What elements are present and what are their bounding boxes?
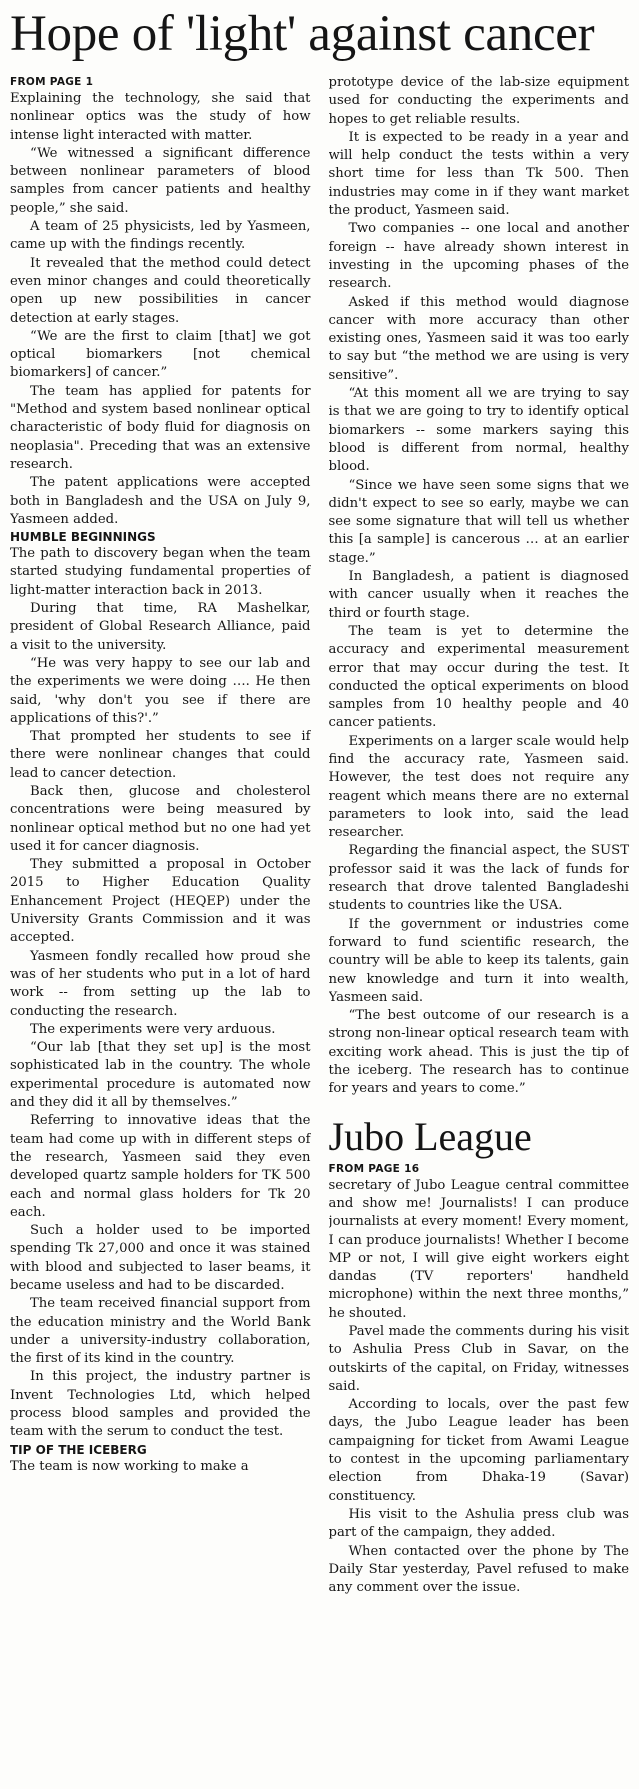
- paragraph: That prompted her students to see if there were nonlinear changes that could lead to cancer detection.: [10, 729, 311, 781]
- paragraph: “Since we have seen some signs that we didn't expect to see so early, maybe we can see some signature that will tell us whether this [a sample] is cancerous … at an earlier stage.”: [328, 477, 629, 566]
- paragraph: A team of 25 physicists, led by Yasmeen, came up with the findings recently.: [10, 219, 311, 253]
- paragraph: The team has applied for patents for "Method and system based nonlinear optical characteristic of body fluid for diagnosis on neoplasia". Preceding that was an extensive research.: [10, 383, 311, 472]
- subhead-humble-beginnings: HUMBLE BEGINNINGS: [10, 530, 156, 545]
- paragraph: Experiments on a larger scale would help find the accuracy rate, Yasmeen said. However, the test does not require any reagent which means there are no external parameters to look into, said the lead researcher.: [328, 733, 629, 841]
- paragraph: If the government or industries come forward to fund scientific research, the country will be able to keep its talents, gain new knowledge and turn it into wealth, Yasmeen said.: [328, 916, 629, 1005]
- paragraph: Regarding the financial aspect, the SUST professor said it was the lack of funds for research that drove talented Bangladeshi students to countries like the USA.: [328, 843, 629, 914]
- subhead-tip-of-the-iceberg: TIP OF THE ICEBERG: [10, 1442, 147, 1457]
- paragraph: “We witnessed a significant difference between nonlinear parameters of blood samples from cancer patients and healthy people,” she said.: [10, 145, 311, 216]
- paragraph: “He was very happy to see our lab and the experiments we were doing …. He then said, 'why don't you see if there are applications of this?'.”: [10, 655, 311, 726]
- paragraph: They submitted a proposal in October 2015 to Higher Education Quality Enhancement Project (HEQEP) under the University Grants Commission and it was accepted.: [10, 857, 311, 946]
- article-columns: [10, 74, 629, 1789]
- paragraph: Pavel made the comments during his visit to Ashulia Press Club in Savar, on the outskirts of the capital, on Friday, witnesses said.: [328, 1324, 629, 1394]
- paragraph: In this project, the industry partner is Invent Technologies Ltd, which helped process blood samples and provided the team with the serum to conduct the test.: [10, 1369, 311, 1440]
- paragraph: Referring to innovative ideas that the team had come up with in different steps of the research, Yasmeen said they even developed quartz sample holders for TK 500 each and normal glass holders for Tk 20 each.: [10, 1113, 311, 1220]
- paragraph: “We are the first to claim [that] we got optical biomarkers [not chemical biomarkers] of cancer.”: [10, 328, 311, 381]
- second-jump-line: FROM PAGE 16: [328, 1162, 420, 1175]
- second-article-headline: Jubo League: [328, 1113, 532, 1159]
- paragraph: Back then, glucose and cholesterol concentrations were being measured by nonlinear optical method but no one had yet used it for cancer diagnosis.: [10, 783, 311, 854]
- right-column-body: [329, 74, 630, 1099]
- paragraph: The team is now working to make a: [10, 1458, 249, 1474]
- paragraph: “The best outcome of our research is a strong non-linear optical research team with exciting work ahead. This is just the tip of the iceberg. The research has to continue for years and years to come.”: [328, 1008, 629, 1097]
- paragraph: When contacted over the phone by The Daily Star yesterday, Pavel refused to make any comment over the issue.: [328, 1543, 629, 1596]
- paragraph: “At this moment all we are trying to say is that we are going to try to identify optical biomarkers -- some markers saying this blood is different from normal, healthy blood.: [328, 386, 629, 475]
- paragraph: Such a holder used to be imported spending Tk 27,000 and once it was stained with blood and subjected to laser beams, it became useless and had to be discarded.: [10, 1223, 311, 1293]
- paragraph: His visit to the Ashulia press club was part of the campaign, they added.: [328, 1506, 629, 1541]
- jump-line: FROM PAGE 1: [10, 76, 94, 88]
- paragraph: The team received financial support from the education ministry and the World Bank under a university-industry collaboration, the first of its kind in the country.: [10, 1296, 311, 1367]
- article-headline: Hope of 'light' against cancer: [10, 6, 595, 62]
- left-column-body-a: [10, 90, 311, 529]
- paragraph: The patent applications were accepted both in Bangladesh and the USA on July 9, Yasmeen added.: [10, 475, 311, 527]
- paragraph: secretary of Jubo League central committee and show me! Journalists! I can produce journalists at every moment! Every moment, I can produce journalists! Whether I become MP or not, I will give eight workers eight dandas (TV reporters' handheld microphone) within the next three months,” he shouted.: [328, 1177, 629, 1321]
- paragraph: The path to discovery began when the team started studying fundamental properties of light-matter interaction back in 2013.: [10, 546, 311, 598]
- second-article-body: [329, 1177, 630, 1598]
- paragraph: prototype device of the lab-size equipment used for conducting the experiments and hopes to get reliable results.: [328, 75, 629, 127]
- paragraph: In Bangladesh, a patient is diagnosed with cancer usually when it reaches the third or fourth stage.: [328, 569, 629, 621]
- paragraph: “Our lab [that they set up] is the most sophisticated lab in the country. The whole experimental procedure is automated now and they did it all by themselves.”: [10, 1040, 311, 1111]
- paragraph: Asked if this method would diagnose cancer with more accuracy than other existing ones, Yasmeen said it was too early to say but “the method we are using is very sensitive”.: [328, 294, 629, 383]
- paragraph: Two companies -- one local and another foreign -- have already shown interest in investing in the upcoming phases of the research.: [328, 221, 629, 292]
- newspaper-page: [0, 4, 639, 1789]
- paragraph: It revealed that the method could detect even minor changes and could theoretically open up new possibilities in cancer detection at early stages.: [10, 255, 311, 326]
- paragraph: During that time, RA Mashelkar, president of Global Research Alliance, paid a visit to the university.: [10, 601, 311, 653]
- paragraph: According to locals, over the past few days, the Jubo League leader has been campaigning for ticket from Awami League to contest in the upcoming parliamentary election from Dhaka-19 (Savar) constituency.: [328, 1397, 629, 1504]
- right-column: [329, 74, 630, 1789]
- paragraph: Explaining the technology, she said that nonlinear optics was the study of how intense light interacted with matter.: [10, 91, 311, 143]
- left-column: [10, 74, 311, 1789]
- paragraph: The team is yet to determine the accuracy and experimental measurement error that may occur during the test. It conducted the optical experiments on blood samples from 10 healthy people and 40 cancer patients.: [328, 623, 629, 731]
- paragraph: The experiments were very arduous.: [30, 1021, 276, 1037]
- paragraph: It is expected to be ready in a year and will help conduct the tests within a very short time for less than Tk 500. Then industries may come in if they want market the product, Yasmeen said.: [328, 129, 629, 219]
- left-column-body-b: [10, 545, 311, 1442]
- paragraph: Yasmeen fondly recalled how proud she was of her students who put in a lot of hard work -- from setting up the lab to conducting the research.: [10, 948, 311, 1019]
